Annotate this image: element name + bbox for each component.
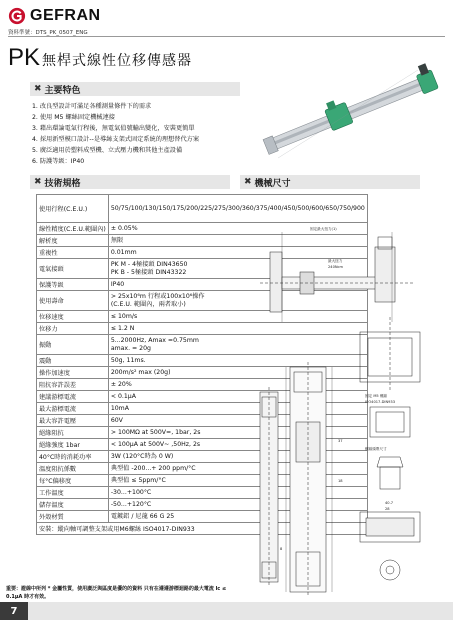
dim-label: 37 — [338, 439, 343, 443]
document-id: 資料準號：DTS_PK_0507_ENG — [8, 30, 88, 36]
spec-value: 50/75/100/130/150/175/200/225/275/300/360/375/400/450/500/600/650/750/900 — [108, 195, 367, 223]
specs-heading: 技術規格 — [44, 178, 81, 189]
spec-value: -50...+120°C — [108, 499, 367, 511]
spec-key: 每°C偏移度 — [37, 475, 109, 487]
feature-item: 4. 採用新型模口設計--是導絲支架式固定系統的理想替代方案 — [32, 136, 200, 143]
dim-label: 28 — [385, 507, 390, 511]
spec-value: IP40 — [108, 279, 367, 291]
spec-value: 無限 — [108, 235, 367, 247]
footnote: 重要：證線中所列 * 金屬性質，使用廣泛與區度是優的的資料 只有在遵遵游標迴路的最大電流 lc ≤ 0.1μA 時才有效。 — [6, 586, 227, 600]
spec-key: 儲存溫度 — [37, 499, 109, 511]
specs-section-header — [30, 175, 230, 189]
mechanical-drawing — [240, 192, 450, 602]
dim-label: 40.7 — [385, 501, 394, 505]
spec-key: 絕緣阻抗 — [37, 427, 109, 439]
spec-value: 50g, 11ms. — [108, 355, 367, 367]
spec-key: 震動 — [37, 355, 109, 367]
cross-bullet-icon: ✖ — [244, 177, 252, 187]
feature-item: 5. 廣泛適用於塑料成型機、立式壓力機和其他主產設備 — [32, 147, 183, 154]
callout-clamp: 固定最大扭力(1) — [310, 227, 337, 231]
feature-item: 3. 藉出環論電氣行程後，無電氣值號輸出變化，安裝更簡單 — [32, 125, 195, 132]
spec-key: 溫度阻抗係數 — [37, 463, 109, 475]
product-photo — [248, 60, 448, 170]
spec-key: 保護等級 — [37, 279, 109, 291]
spec-key: 操作加速度 — [37, 367, 109, 379]
dimensions-section-header — [240, 175, 420, 189]
features-list — [32, 101, 272, 167]
dim-label: 8 — [280, 547, 283, 551]
spec-value: ± 20% — [108, 379, 367, 391]
gefran-logo-icon — [8, 7, 26, 25]
spec-key: 建議游標電流 — [37, 391, 109, 403]
spec-value: PK M - 4極接頭 DIN43650 PK B - 5極接頭 DIN43322 — [108, 259, 367, 279]
dimensions-heading: 機械尺寸 — [254, 178, 291, 189]
spec-value: > 100MΩ at 500V=, 1bar, 2s — [108, 427, 367, 439]
spec-value: 5...2000Hz, Amax =0.75mm amax. = 20g — [108, 335, 367, 355]
page-title — [8, 44, 192, 72]
spec-value: 典型值 -200...+ 200 ppm/°C — [108, 463, 367, 475]
spec-key: 使用壽命 — [37, 291, 109, 311]
cross-bullet-icon: ✖ — [34, 177, 42, 187]
spec-key: 重複性 — [37, 247, 109, 259]
spec-key: 電氣接頭 — [37, 259, 109, 279]
spec-key: 最大游標電流 — [37, 403, 109, 415]
features-section-header — [30, 82, 240, 96]
spec-value: -30...+100°C — [108, 487, 367, 499]
spec-value: 10mA — [108, 403, 367, 415]
mounting-note: 安裝：縱向軸可調整支架或用M6螺絲 ISO4017-DIN933 — [37, 523, 368, 535]
header-divider — [8, 36, 445, 37]
spec-key: 40°C時的消耗功率 — [37, 451, 109, 463]
spec-key: 線性精度(C.E.U.範圍內) — [37, 223, 109, 235]
spec-value: 電鍍鋁 / 尼龍 66 G 25 — [108, 511, 367, 523]
spec-key: 位移力 — [37, 323, 109, 335]
footer-bar — [28, 602, 453, 620]
spec-key: 使用行程(C.E.U.) — [37, 195, 109, 223]
spec-key: 阻抗容許誤差 — [37, 379, 109, 391]
spec-value: 典型值 ≤ 5ppm/°C — [108, 475, 367, 487]
spec-value: 60V — [108, 415, 367, 427]
spec-key: 絕緣強度 1bar — [37, 439, 109, 451]
callout-detail: 螺絲頭帶尺寸 — [365, 447, 387, 451]
spec-key: 解析度 — [37, 235, 109, 247]
callout-screw-std: ISO4017-DIN933 — [365, 400, 395, 404]
title-model: PK — [8, 44, 41, 71]
feature-item: 1. 改良型設計可滿足各種測量條件下的需求 — [32, 103, 152, 110]
feature-item: 2. 使用 M5 螺絲固定機械連接 — [32, 114, 115, 121]
features-heading: 主要特色 — [44, 85, 81, 96]
spec-value: < 100μA at 500V~ ,50Hz, 2s — [108, 439, 367, 451]
spec-value: > 25x10⁶m 行程或100x10⁶操作 (C.E.U. 範圍內，兩者取小) — [108, 291, 367, 311]
cross-bullet-icon: ✖ — [34, 84, 42, 94]
callout-torque: 最大扭力 — [328, 259, 343, 263]
spec-key: 最大容許電壓 — [37, 415, 109, 427]
spec-value: ± 0.05% — [108, 223, 367, 235]
spec-value: ≤ 1.2 N — [108, 323, 367, 335]
spec-key: 外殼材質 — [37, 511, 109, 523]
callout-torque-value: 240Ncm — [328, 265, 344, 269]
spec-value: < 0.1μA — [108, 391, 367, 403]
spec-key: 位移速度 — [37, 311, 109, 323]
spec-value: 0.01mm — [108, 247, 367, 259]
spec-key: 工作溫度 — [37, 487, 109, 499]
page-number: 7 — [0, 602, 28, 620]
brand-logo — [8, 6, 101, 26]
feature-item: 6. 防護等級：IP40 — [32, 158, 85, 165]
spec-value: 200m/s² max (20g) — [108, 367, 367, 379]
dim-label: 18 — [338, 479, 343, 483]
brand-name: GEFRAN — [30, 7, 101, 24]
callout-screw: 固定 M5 螺絲 — [365, 394, 388, 398]
spec-value: 3W (120°C時為 0 W) — [108, 451, 367, 463]
title-text: 無桿式線性位移傳感器 — [42, 53, 193, 69]
spec-value: ≤ 10m/s — [108, 311, 367, 323]
spec-key: 振動 — [37, 335, 109, 355]
